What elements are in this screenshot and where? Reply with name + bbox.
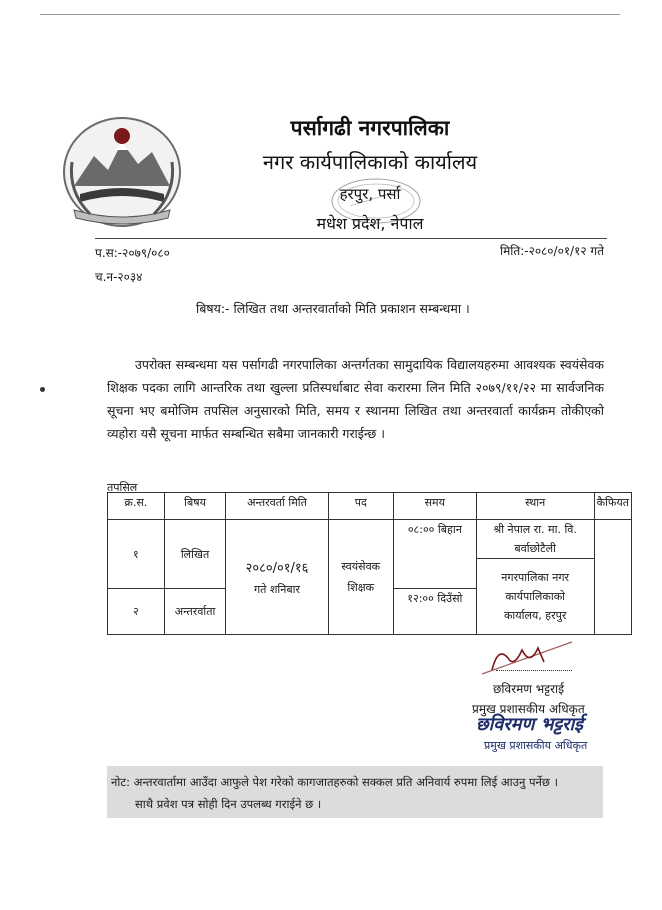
signatory-stamp-title: प्रमुख प्रशासकीय अधिकृत (484, 739, 588, 752)
handwritten-signature-icon (472, 640, 582, 680)
col-header-venue: स्थान (476, 493, 594, 520)
remarks-cell (594, 520, 631, 635)
letter-date: मिति:-२०८०/०१/१२ गते (499, 244, 604, 258)
row2-venue-line2: कार्यपालिकाको (505, 590, 565, 603)
exam-date-line2: गते शनिबार (253, 582, 301, 596)
signatory-name: छविरमण भट्टराई (493, 682, 564, 696)
col-header-post: पद (328, 493, 393, 520)
row2-venue (476, 559, 594, 635)
nepal-emblem-icon (60, 112, 184, 230)
post-name-line2: शिक्षक (347, 581, 375, 594)
col-header-sn: क्र.स. (108, 493, 165, 520)
note-line1: नोट: अन्तरवार्तामा आउँदा आफुले पेश गरेको कागजातहरुको सक्कल प्रति अनिवार्य रुपमा लिई आउनु पर्नेछ । (111, 775, 558, 789)
page-top-rule (40, 14, 620, 15)
row2-time: १२:०० दिउँसो (393, 589, 476, 635)
post-name (328, 520, 393, 635)
row2-venue-line1: नगरपालिका नगर (501, 571, 570, 584)
row1-time: ०८:०० बिहान (393, 520, 476, 589)
row1-subject: लिखित (164, 520, 226, 589)
office-province: मधेश प्रदेश, नेपाल (316, 214, 424, 233)
dispatch-number: च.न-२०३४ (95, 270, 143, 284)
col-header-remarks: कैफियत (594, 493, 631, 520)
row2-venue-line3: कार्यालय, हरपुर (503, 609, 567, 622)
row1-sn: १ (108, 520, 165, 589)
col-header-time: समय (393, 493, 476, 520)
exam-date-line1: २०८०/०१/१६ (245, 560, 309, 576)
signatory-stamp-name: छविरमण भट्टराई (476, 714, 584, 735)
table-row (108, 520, 632, 559)
header-divider (95, 238, 607, 239)
row2-subject: अन्तरर्वाता (164, 589, 226, 635)
signatory-title: प्रमुख प्रशासकीय अधिकृत (472, 702, 585, 716)
row1-venue-line1: श्री नेपाल रा. मा. वि. (493, 523, 577, 536)
schedule-table (107, 492, 632, 635)
schedule-label: तपसिल (107, 481, 138, 494)
office-name: नगर कार्यपालिकाको कार्यालय (262, 150, 478, 174)
letter-body: उपरोक्त सम्बन्धमा यस पर्सागढी नगरपालिका अन्तर्गतका सामुदायिक विद्यालयहरुमा आवश्यक स्वयंसेवक शिक्षक पदका लागि आन्तरिक तथा खुल्ला प्रतिस्पर्धाबाट सेवा करारमा लिन मिति २०७९/११/२२ मा सार्वजनिक सूचना भए बमोजिम तपसिल अनुसारको मिति, समय र स्थानमा लिखित तथा अन्तरवार्ता कार्यक्रम तोकीएको व्यहोरा यसै सूचना मार्फत सम्बन्धित सबैमा जानकारी गराईन्छ । (107, 357, 604, 441)
table-header-row (108, 493, 632, 520)
organization-name: पर्सागढी नगरपालिका (290, 116, 450, 140)
margin-dot (40, 387, 45, 392)
row1-venue-line2: बर्वाछोटैली (514, 542, 556, 555)
letter-number: प.स:-२०७९/०८० (95, 246, 170, 260)
row2-sn: २ (108, 589, 165, 635)
col-header-date: अन्तरवर्ता मिति (226, 493, 328, 520)
note-box (107, 766, 603, 818)
office-stamp-icon (328, 176, 424, 226)
letter-subject: बिषय:- लिखित तथा अन्तरवार्ताको मिति प्रकाशन सम्बन्धमा । (196, 301, 470, 316)
office-place: हरपुर, पर्सा (339, 185, 401, 203)
exam-date (226, 520, 328, 635)
row1-venue (476, 520, 594, 559)
signature-line (496, 670, 572, 671)
note-line2: साथै प्रवेश पत्र सोही दिन उपलब्ध गराईने छ । (135, 797, 322, 811)
post-name-line1: स्वयंसेवक (341, 560, 381, 573)
col-header-subject: बिषय (164, 493, 226, 520)
